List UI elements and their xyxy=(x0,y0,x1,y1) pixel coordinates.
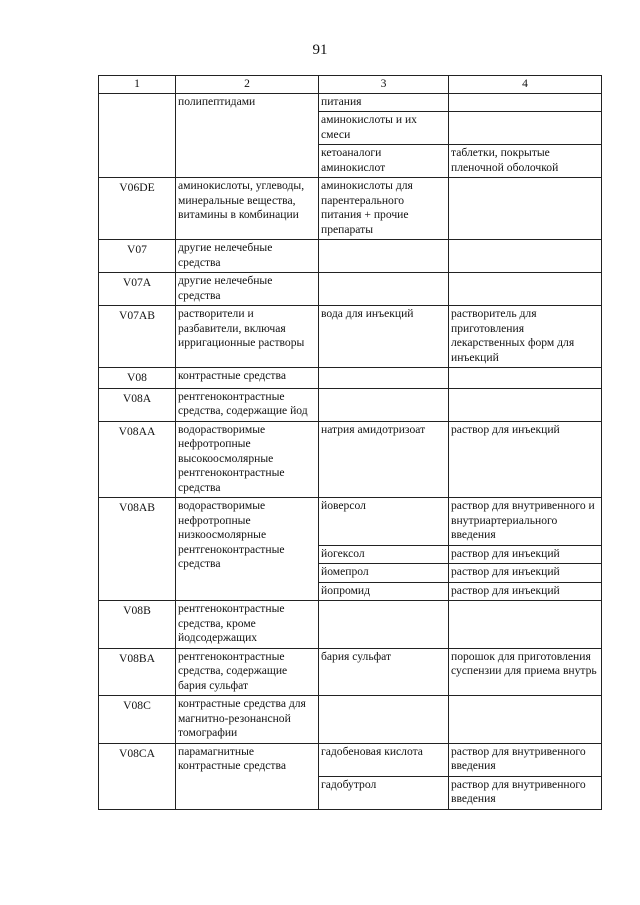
code-cell: V08AB xyxy=(99,498,176,601)
substance-cell: йомепрол xyxy=(319,564,449,583)
substance-cell: питания xyxy=(319,93,449,112)
table-row xyxy=(99,388,602,421)
substance-cell: аминокислоты для парентерального питания + прочие препараты xyxy=(319,178,449,240)
form-cell xyxy=(449,240,602,273)
code-cell: V08B xyxy=(99,601,176,649)
table-row xyxy=(99,368,602,389)
substance-cell: аминокислоты и их смеси xyxy=(319,112,449,145)
form-cell: раствор для внутривенного и внутриартериального введения xyxy=(449,498,602,546)
substance-cell: йопромид xyxy=(319,582,449,601)
substance-cell: кетоаналоги аминокислот xyxy=(319,145,449,178)
substance-cell xyxy=(319,240,449,273)
form-cell: раствор для инъекций xyxy=(449,545,602,564)
substance-cell xyxy=(319,601,449,649)
form-cell xyxy=(449,178,602,240)
form-cell: раствор для инъекций xyxy=(449,421,602,498)
form-cell: порошок для приготовления суспензии для приема внутрь xyxy=(449,648,602,696)
form-cell xyxy=(449,388,602,421)
group-cell: водорастворимые нефротропные низкоосмолярные рентгеноконтрастные средства xyxy=(176,498,319,601)
table-row xyxy=(99,648,602,696)
form-cell: раствор для внутривенного введения xyxy=(449,776,602,809)
form-cell xyxy=(449,112,602,145)
table-row xyxy=(99,273,602,306)
form-cell xyxy=(449,93,602,112)
form-cell: таблетки, покрытые пленочной оболочкой xyxy=(449,145,602,178)
code-cell: V08A xyxy=(99,388,176,421)
substance-cell: гадобеновая кислота xyxy=(319,743,449,776)
header-col-3: 3 xyxy=(319,76,449,94)
group-cell: растворители и разбавители, включая ирригационные растворы xyxy=(176,306,319,368)
code-cell: V08 xyxy=(99,368,176,389)
table-row xyxy=(99,240,602,273)
substance-cell: вода для инъекций xyxy=(319,306,449,368)
header-col-4: 4 xyxy=(449,76,602,94)
table-row xyxy=(99,498,602,546)
substance-cell: бария сульфат xyxy=(319,648,449,696)
code-cell: V08CA xyxy=(99,743,176,809)
code-cell: V08AA xyxy=(99,421,176,498)
code-cell: V08BA xyxy=(99,648,176,696)
substance-cell xyxy=(319,368,449,389)
form-cell xyxy=(449,273,602,306)
group-cell: рентгеноконтрастные средства, содержащие йод xyxy=(176,388,319,421)
table-row xyxy=(99,696,602,744)
group-cell: полипептидами xyxy=(176,93,319,178)
form-cell: раствор для инъекций xyxy=(449,564,602,583)
group-cell: контрастные средства xyxy=(176,368,319,389)
group-cell: другие нелечебные средства xyxy=(176,240,319,273)
substance-cell: йогексол xyxy=(319,545,449,564)
substance-cell: натрия амидотризоат xyxy=(319,421,449,498)
group-cell: контрастные средства для магнитно-резонансной томографии xyxy=(176,696,319,744)
form-cell: растворитель для приготовления лекарственных форм для инъекций xyxy=(449,306,602,368)
code-cell: V07 xyxy=(99,240,176,273)
form-cell xyxy=(449,601,602,649)
code-cell: V07AB xyxy=(99,306,176,368)
substance-cell xyxy=(319,388,449,421)
code-cell: V07A xyxy=(99,273,176,306)
form-cell xyxy=(449,696,602,744)
group-cell: парамагнитные контрастные средства xyxy=(176,743,319,809)
code-cell xyxy=(99,93,176,178)
table-row xyxy=(99,93,602,112)
group-cell: рентгеноконтрастные средства, содержащие бария сульфат xyxy=(176,648,319,696)
table-row xyxy=(99,421,602,498)
table-row xyxy=(99,178,602,240)
drug-table xyxy=(98,75,602,810)
substance-cell xyxy=(319,273,449,306)
form-cell: раствор для внутривенного введения xyxy=(449,743,602,776)
form-cell: раствор для инъекций xyxy=(449,582,602,601)
code-cell: V06DE xyxy=(99,178,176,240)
group-cell: другие нелечебные средства xyxy=(176,273,319,306)
code-cell: V08C xyxy=(99,696,176,744)
table-row xyxy=(99,306,602,368)
substance-cell: гадобутрол xyxy=(319,776,449,809)
page-number: 91 xyxy=(312,42,328,58)
substance-cell xyxy=(319,696,449,744)
group-cell: рентгеноконтрастные средства, кроме йодсодержащих xyxy=(176,601,319,649)
header-col-2: 2 xyxy=(176,76,319,94)
header-col-1: 1 xyxy=(99,76,176,94)
table-row xyxy=(99,743,602,776)
table-row xyxy=(99,601,602,649)
substance-cell: йоверсол xyxy=(319,498,449,546)
group-cell: водорастворимые нефротропные высокоосмолярные рентгеноконтрастные средства xyxy=(176,421,319,498)
form-cell xyxy=(449,368,602,389)
group-cell: аминокислоты, углеводы, минеральные вещества, витамины в комбинации xyxy=(176,178,319,240)
table-header-row xyxy=(99,76,602,94)
